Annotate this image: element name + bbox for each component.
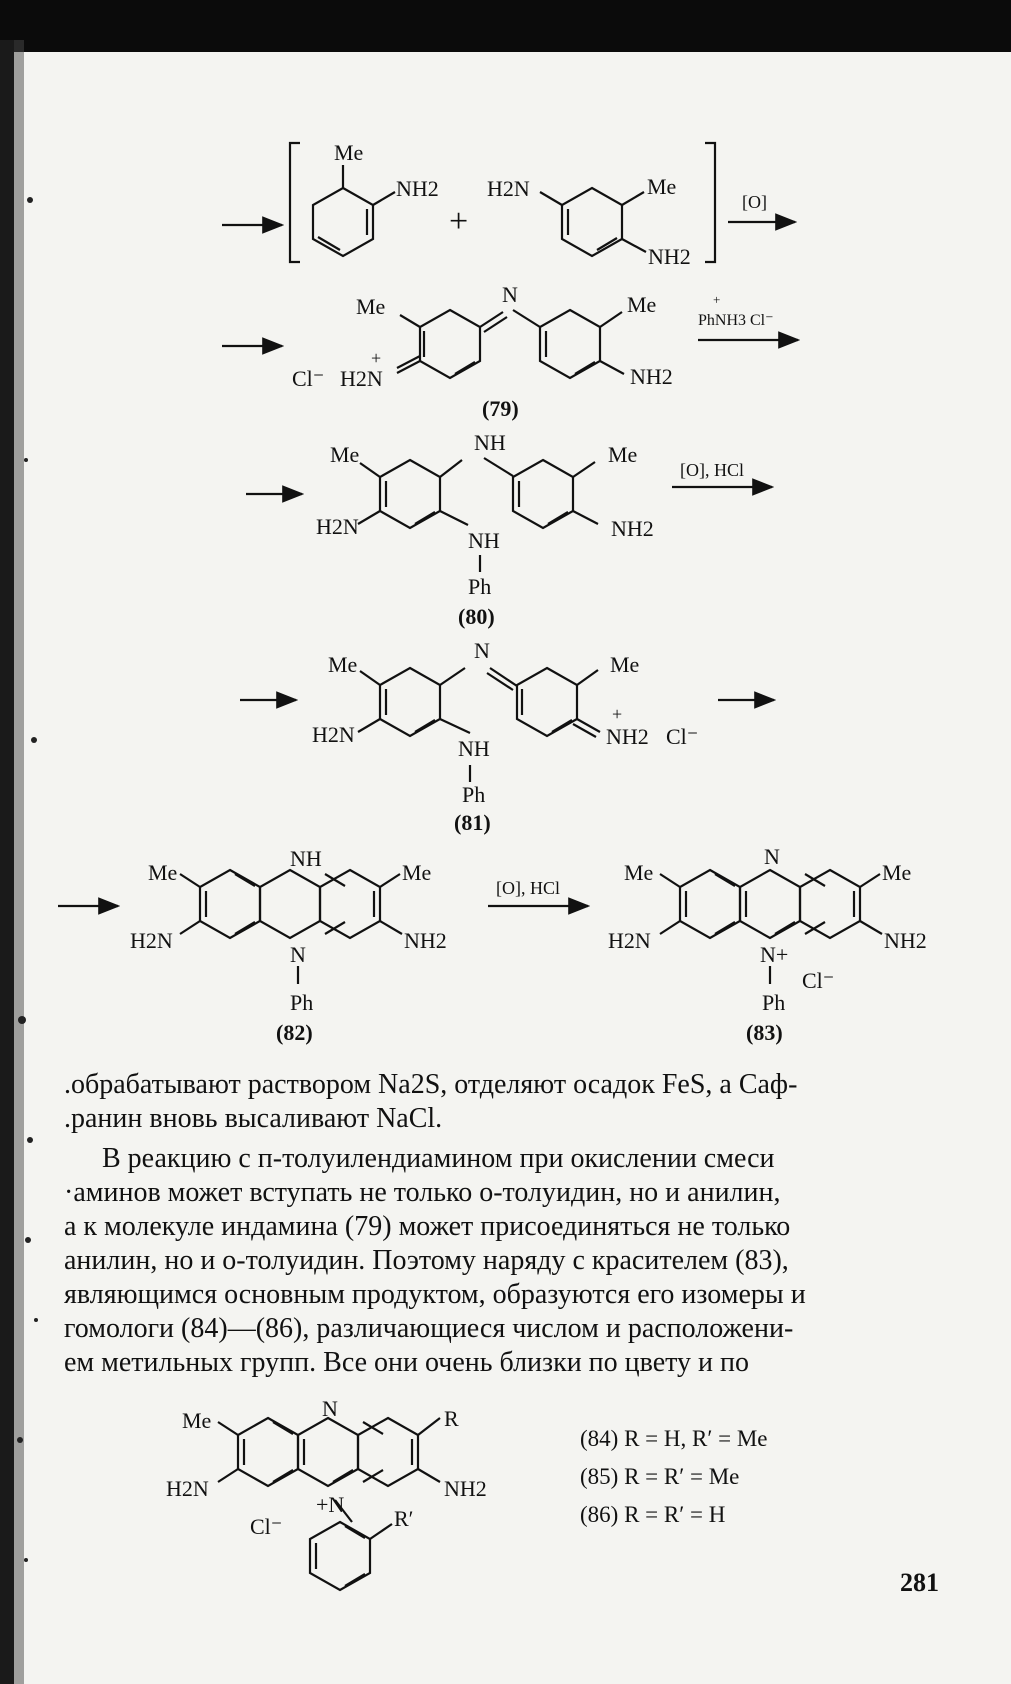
label-ph-82: Ph bbox=[290, 990, 314, 1015]
label-n-79: N bbox=[502, 282, 518, 307]
label-me-81b: Me bbox=[610, 652, 640, 677]
compound-label-79: (79) bbox=[482, 396, 519, 421]
label-n-83: N bbox=[764, 844, 780, 869]
ring-bottom-phenyl bbox=[310, 1522, 370, 1590]
label-h2n-1: H2N bbox=[487, 176, 530, 201]
label-nh2-plus-81: NH2 bbox=[606, 724, 649, 749]
legend-item-85: (85) R = R′ = Me bbox=[580, 1464, 740, 1489]
label-nh2-bottom: NH2 bbox=[444, 1476, 487, 1501]
label-h2n-plus-79: H2N bbox=[340, 366, 383, 391]
ring-82-mid bbox=[260, 870, 320, 938]
text-line-1: .обрабатывают раствором Na2S, отделяют осадок FeS, а Саф- bbox=[64, 1069, 798, 1100]
compound-label-83: (83) bbox=[746, 1020, 783, 1045]
bracket-right bbox=[705, 143, 715, 262]
label-me-80a: Me bbox=[330, 442, 360, 467]
ring-right-81 bbox=[517, 668, 577, 736]
plus-sign: + bbox=[449, 203, 469, 240]
label-h2n-81: H2N bbox=[312, 722, 355, 747]
label-cl-83: Cl⁻ bbox=[802, 968, 835, 993]
label-me-1: Me bbox=[334, 140, 364, 165]
ring-83-right bbox=[800, 870, 860, 938]
ring-bottom-left bbox=[238, 1418, 298, 1486]
label-me-bottom: Me bbox=[182, 1408, 212, 1433]
label-h2n-83: H2N bbox=[608, 928, 651, 953]
ring-right-80 bbox=[513, 460, 573, 528]
ring-o-toluidine bbox=[313, 188, 373, 256]
label-nh-81: NH bbox=[458, 736, 490, 761]
legend-item-84: (84) R = H, R′ = Me bbox=[580, 1426, 768, 1451]
charge-plus-81: + bbox=[612, 704, 623, 724]
page-number: 281 bbox=[900, 1568, 939, 1597]
label-plus-n-bottom: +N bbox=[316, 1492, 345, 1517]
ring-83-mid bbox=[740, 870, 800, 938]
charge-plus-79: + bbox=[371, 348, 382, 368]
label-ph-80: Ph bbox=[468, 574, 492, 599]
body-text-top bbox=[64, 1068, 944, 1136]
text-line-4: ·аминов может вступать не только о-толуидин, но и анилин, bbox=[64, 1177, 781, 1208]
label-n-81: N bbox=[474, 638, 490, 663]
label-nh-80-top: NH bbox=[474, 430, 506, 455]
label-nh2-2: NH2 bbox=[648, 244, 691, 269]
reagent-charge: + bbox=[713, 292, 721, 307]
ring-82-right bbox=[320, 870, 380, 938]
ring-bottom-right bbox=[358, 1418, 418, 1486]
label-h2n-80: H2N bbox=[316, 514, 359, 539]
ring-left-81 bbox=[380, 668, 440, 736]
label-me-81a: Me bbox=[328, 652, 358, 677]
label-nh2-82: NH2 bbox=[404, 928, 447, 953]
ring-83-left bbox=[680, 870, 740, 938]
ring-82-left bbox=[200, 870, 260, 938]
label-me-79b: Me bbox=[627, 292, 657, 317]
text-line-6: анилин, но и о-толуидин. Поэтому наряду с красителем (83), bbox=[64, 1245, 789, 1276]
label-r-prime-bottom: R′ bbox=[394, 1506, 414, 1531]
bracket-left bbox=[290, 143, 300, 262]
label-me-83b: Me bbox=[882, 860, 912, 885]
ring-bottom-mid bbox=[298, 1418, 358, 1486]
label-me-79a: Me bbox=[356, 294, 386, 319]
label-ph-81: Ph bbox=[462, 782, 486, 807]
label-nh2-79: NH2 bbox=[630, 364, 673, 389]
reagent-oxidant-1: [O] bbox=[742, 192, 767, 212]
text-line-7: являющимся основным продуктом, образуются его изомеры и bbox=[64, 1279, 806, 1310]
label-nh-80-bottom: NH bbox=[468, 528, 500, 553]
reagent-oxidation-4: [O], HCl bbox=[496, 878, 560, 898]
ring-aromatic-79 bbox=[540, 310, 600, 378]
label-me-2: Me bbox=[647, 174, 677, 199]
reagent-oxidation-3: [O], HCl bbox=[680, 460, 744, 480]
label-me-82b: Me bbox=[402, 860, 432, 885]
label-nh2-1: NH2 bbox=[396, 176, 439, 201]
text-line-8: гомологи (84)—(86), различающиеся числом и расположени- bbox=[64, 1313, 794, 1344]
legend-item-86: (86) R = R′ = H bbox=[580, 1502, 726, 1527]
label-n-82: N bbox=[290, 942, 306, 967]
label-h2n-82: H2N bbox=[130, 928, 173, 953]
label-ph-83: Ph bbox=[762, 990, 786, 1015]
text-line-5: а к молекуле индамина (79) может присоединяться не только bbox=[64, 1211, 791, 1242]
text-line-2: .ранин вновь высаливают NaCl. bbox=[64, 1103, 443, 1134]
ring-left-80 bbox=[380, 460, 440, 528]
text-line-9: ем метильных групп. Все они очень близки по цвету и по bbox=[64, 1347, 749, 1378]
label-nh2-83: NH2 bbox=[884, 928, 927, 953]
label-me-82a: Me bbox=[148, 860, 178, 885]
ring-p-toluylenediamine bbox=[562, 188, 622, 256]
compound-label-82: (82) bbox=[276, 1020, 313, 1045]
label-h2n-bottom: H2N bbox=[166, 1476, 209, 1501]
label-n-bottom: N bbox=[322, 1396, 338, 1421]
label-cl-79: Cl⁻ bbox=[292, 366, 325, 391]
body-paragraph bbox=[64, 1142, 944, 1380]
label-nh2-80: NH2 bbox=[611, 516, 654, 541]
text-line-3: В реакцию с п-толуилендиамином при окислении смеси bbox=[102, 1143, 775, 1174]
label-cl-bottom: Cl⁻ bbox=[250, 1514, 283, 1539]
compound-label-81: (81) bbox=[454, 810, 491, 835]
label-cl-81: Cl⁻ bbox=[666, 724, 699, 749]
label-n-plus-83: N+ bbox=[760, 942, 789, 967]
label-r-bottom: R bbox=[444, 1406, 459, 1431]
compound-label-80: (80) bbox=[458, 604, 495, 629]
label-me-80b: Me bbox=[608, 442, 638, 467]
ring-quinoid-79 bbox=[420, 310, 480, 378]
reagent-aniline-hcl: PhNH3 Cl⁻ bbox=[698, 312, 774, 329]
label-nh-82: NH bbox=[290, 846, 322, 871]
label-me-83a: Me bbox=[624, 860, 654, 885]
